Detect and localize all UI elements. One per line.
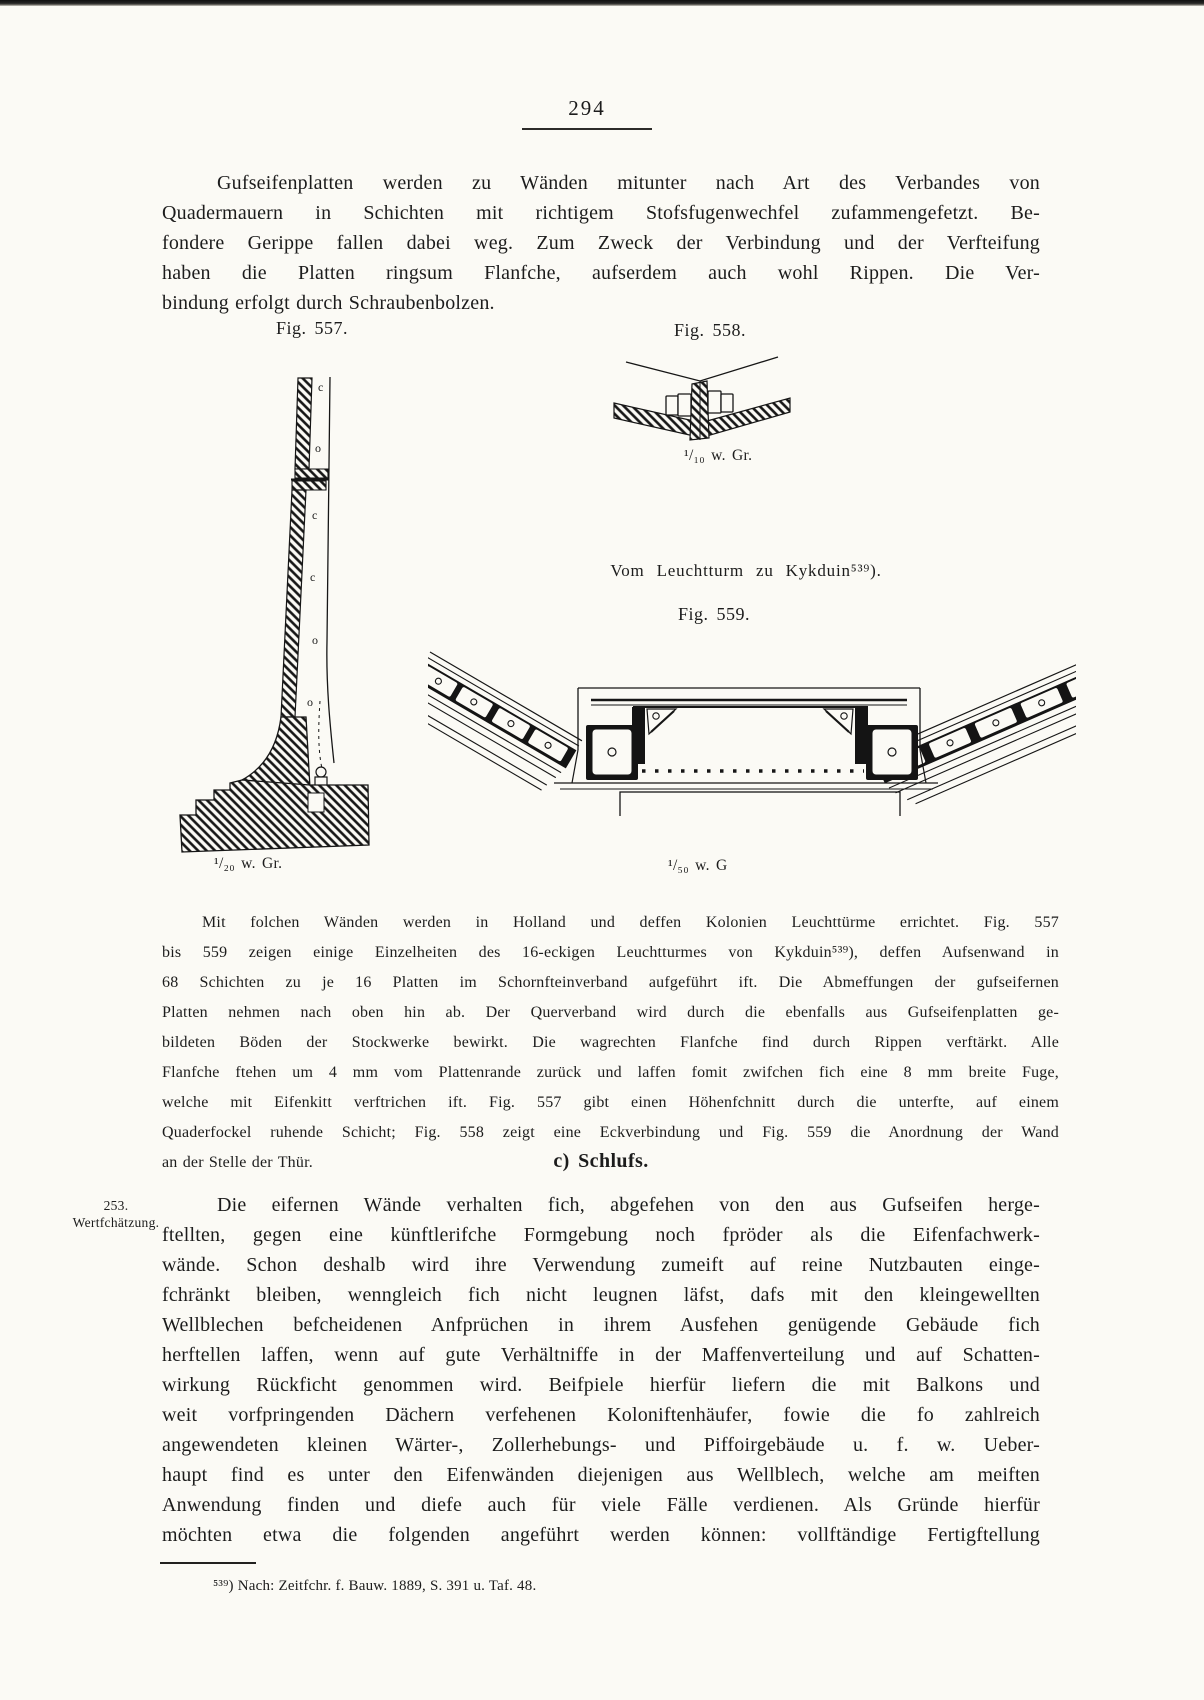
closing-paragraph bbox=[162, 1190, 1040, 1550]
footnote-rule bbox=[160, 1562, 256, 1564]
text-line: weit vorfpringenden Dächern verfehenen Koloniftenhäufer, fowie die fo zahlreich bbox=[162, 1404, 1040, 1426]
text-line: Gufseifenplatten werden zu Wänden mitunter nach Art des Verbandes von bbox=[217, 172, 1040, 194]
flange-joint bbox=[291, 469, 329, 490]
fig559-title: Fig. 559. bbox=[678, 604, 751, 624]
wall-band-left bbox=[428, 641, 582, 795]
text-line: 68 Schichten zu je 16 Platten im Schornfteinverband aufgeführt ift. Die Abmeffungen der gufseifernen bbox=[162, 974, 1059, 991]
column-base bbox=[242, 717, 310, 788]
corner-gusset-right bbox=[824, 709, 853, 734]
margin-note-number: 253. bbox=[103, 1198, 129, 1213]
text-line: Die eifernen Wände verhalten fich, abgefehen von den aus Gufseifen herge- bbox=[217, 1194, 1040, 1216]
text-line: Mit folchen Wänden werden in Holland und deffen Kolonien Leuchttürme errichtet. Fig. 557 bbox=[202, 914, 1059, 931]
text-line: wände. Schon deshalb wird ihre Verwendung zumeift auf reine Nutzbauten einge- bbox=[162, 1254, 1040, 1276]
text-line: Anwendung finden und diefe auch für viele Fälle verdienen. Als Gründe hierfür bbox=[162, 1494, 1040, 1516]
fig559-drawing bbox=[428, 630, 1076, 816]
text-line: wirkung Rückficht genommen wird. Beifpiele hierfür liefern die mit Balkons und bbox=[162, 1374, 1040, 1396]
door-frame bbox=[554, 688, 938, 816]
fig558-scale: ¹/₁₀ w. Gr. bbox=[684, 447, 753, 464]
footnote: ⁵³⁹) Nach: Zeitfchr. f. Bauw. 1889, S. 391 u. Taf. 48. bbox=[213, 1578, 537, 1594]
label-c: c bbox=[310, 570, 316, 584]
section-heading: c) Schlufs. bbox=[553, 1150, 649, 1172]
fig557-scale: ¹/₂₀ w. Gr. bbox=[214, 855, 283, 872]
page-number: 294 bbox=[522, 96, 652, 130]
outer-face-lines bbox=[626, 357, 778, 381]
text-line: möchten etwa die folgenden angeführt werden können: vollftändige Fertigftellung bbox=[162, 1524, 1040, 1546]
text-line: Quaderfockel ruhende Schicht; Fig. 558 zeigt eine Eckverbindung und Fig. 559 die Anordnung der Wand bbox=[162, 1124, 1059, 1141]
fig558-drawing bbox=[608, 350, 804, 462]
corner-joint bbox=[614, 357, 790, 440]
label-o: o bbox=[307, 695, 313, 709]
text-line: Quadermauern in Schichten mit richtigem Stofsfugenwechfel zufammengefetzt. Be- bbox=[162, 202, 1040, 224]
label-o: o bbox=[315, 441, 321, 455]
label-c: c bbox=[318, 380, 324, 394]
corner-gusset-left bbox=[647, 709, 676, 734]
corner-post-right bbox=[866, 725, 918, 780]
fig557-title: Fig. 557. bbox=[276, 318, 349, 338]
inner-face-line bbox=[327, 377, 334, 763]
plinth-recess bbox=[308, 793, 324, 812]
fig559-scale: ¹/₅₀ w. G bbox=[668, 857, 728, 874]
text-line: fchränkt bleiben, wenngleich fich nicht leugnen läfst, dafs mit den kleingewellten bbox=[162, 1284, 1040, 1306]
text-line: an der Stelle der Thür. bbox=[162, 1154, 313, 1171]
wall-section-column bbox=[180, 377, 369, 852]
hidden-bolt-line bbox=[319, 701, 323, 773]
label-o: o bbox=[312, 633, 318, 647]
scan-edge-artifact bbox=[0, 0, 1204, 6]
text-line: welche mit Eifenkitt verftrichen ift. Fig. 557 gibt einen Höhenfchnitt durch die unterfte, auf einem bbox=[162, 1094, 1059, 1111]
text-line: Flanfche ftehen um 4 mm vom Plattenrande zurück und laffen fomit zwifchen fich eine 8 mm breite Fuge, bbox=[162, 1064, 1059, 1081]
corner-post-left bbox=[586, 725, 638, 780]
text-line: fondere Gerippe fallen dabei weg. Zum Zweck der Verbindung und der Verfteifung bbox=[162, 232, 1040, 254]
text-line: ftellten, gegen eine künftlerifche Formgebung noch fpröder als die Eifenfachwerk- bbox=[162, 1224, 1040, 1246]
kykduin-caption: Vom Leuchtturm zu Kykduin⁵³⁹). bbox=[610, 561, 882, 580]
text-line: Platten nehmen nach oben hin ab. Der Querverband wird durch die ebenfalls aus Gufseifenplatten ge- bbox=[162, 1004, 1059, 1021]
fig558-title: Fig. 558. bbox=[674, 320, 747, 340]
text-line: herftellen laffen, wenn auf gute Verhältniffe in der Maffenverteilung und auf Schatten- bbox=[162, 1344, 1040, 1366]
margin-note-label: Wertfchätzung. bbox=[72, 1215, 160, 1230]
threshold-block bbox=[620, 792, 900, 816]
text-line: angewendeten kleinen Wärter-, Zollerhebungs- und Piffoirgebäude u. f. w. Ueber- bbox=[162, 1434, 1040, 1456]
text-line: bindung erfolgt durch Schraubenbolzen. bbox=[162, 292, 495, 314]
text-line: haben die Platten ringsum Flanfche, aufserdem auch wohl Rippen. Die Ver- bbox=[162, 262, 1040, 284]
text-line: Wellblechen befcheidenen Anfprüchen in ihrem Ausfehen genügende Gebäude fich bbox=[162, 1314, 1040, 1336]
masonry-plinth bbox=[180, 780, 369, 852]
label-c: c bbox=[312, 508, 318, 522]
margin-note bbox=[58, 1197, 174, 1231]
plate-row bbox=[428, 666, 568, 762]
text-line: bildeten Böden der Stockwerke bewirkt. Die wagrechten Flanfche find durch Rippen verftärkt. Alle bbox=[162, 1034, 1059, 1051]
text-line: bis 559 zeigen einige Einzelheiten des 16-eckigen Leuchtturmes von Kykduin⁵³⁹), deffen Aufsenwand in bbox=[162, 944, 1059, 961]
text-line: haupt find es unter den Eifenwänden diejenigen aus Wellblech, welche am meiften bbox=[162, 1464, 1040, 1486]
intro-paragraph bbox=[162, 168, 1040, 318]
fig557-drawing bbox=[168, 373, 400, 865]
detail-paragraph bbox=[162, 908, 1059, 1178]
